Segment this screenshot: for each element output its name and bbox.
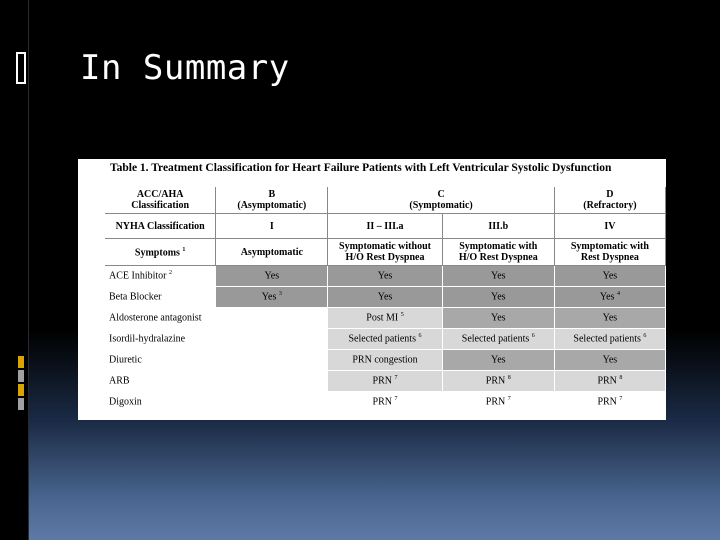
cell-c1: Post MI $^5$ [328, 308, 442, 329]
cell-d: Yes $^4$ [554, 287, 665, 308]
drug-name: Isordil-hydralazine [105, 329, 216, 350]
drug-name: Beta Blocker [105, 287, 216, 308]
cell-c2: PRN $^8$ [442, 371, 554, 392]
symptoms-asymptomatic: Asymptomatic [216, 239, 328, 266]
table-image [78, 159, 666, 420]
header-row-symptoms [105, 239, 666, 266]
cell-c2: PRN $^7$ [442, 392, 554, 413]
table-row [105, 371, 666, 392]
cell-d: PRN $^8$ [554, 371, 665, 392]
symptoms-with-rest: Symptomatic with Rest Dyspnea [554, 239, 665, 266]
accent-segment-3 [18, 384, 24, 396]
cell-c2: Yes [442, 266, 554, 287]
slide-title: In Summary [80, 48, 290, 88]
cell-c2: Yes [442, 350, 554, 371]
stage-b-header: B (Asymptomatic) [216, 187, 328, 214]
nyha-iiib: III.b [442, 214, 554, 239]
symptoms-label: Symptoms $^1$ [105, 239, 216, 266]
drug-name: ACE Inhibitor $^2$ [105, 266, 216, 287]
cell-b [216, 371, 328, 392]
cell-b [216, 308, 328, 329]
treatment-table [105, 187, 666, 413]
drug-name: Digoxin [105, 392, 216, 413]
stage-c-header: C (Symptomatic) [328, 187, 555, 214]
cell-c2: Yes [442, 287, 554, 308]
table-row [105, 350, 666, 371]
cell-b [216, 329, 328, 350]
cell-c1: PRN congestion [328, 350, 442, 371]
cell-c1: Yes [328, 287, 442, 308]
symptoms-without-rest: Symptomatic without H/O Rest Dyspnea [328, 239, 442, 266]
header-row-nyha [105, 214, 666, 239]
cell-d: PRN $^7$ [554, 392, 665, 413]
cell-b: Yes [216, 266, 328, 287]
nyha-ii-iiia: II – III.a [328, 214, 442, 239]
cell-c1: PRN $^7$ [328, 371, 442, 392]
acc-aha-header: ACC/AHA Classification [105, 187, 216, 214]
table-row [105, 392, 666, 413]
table-row [105, 308, 666, 329]
drug-name: ARB [105, 371, 216, 392]
cell-b: Yes $^3$ [216, 287, 328, 308]
drug-name: Aldosterone antagonist [105, 308, 216, 329]
nyha-label: NYHA Classification [105, 214, 216, 239]
title-accent-inner [18, 54, 24, 82]
accent-segment-2 [18, 370, 24, 382]
accent-segment-4 [18, 398, 24, 410]
table-row [105, 266, 666, 287]
cell-d: Yes [554, 350, 665, 371]
table-row [105, 287, 666, 308]
nyha-iv: IV [554, 214, 665, 239]
table-row [105, 329, 666, 350]
cell-d: Selected patients $^6$ [554, 329, 665, 350]
symptoms-with-ho-rest: Symptomatic with H/O Rest Dyspnea [442, 239, 554, 266]
cell-c1: Yes [328, 266, 442, 287]
drug-name: Diuretic [105, 350, 216, 371]
table-caption: Table 1. Treatment Classification for Heart Failure Patients with Left Ventricular Systolic Dysfunction [110, 162, 612, 174]
cell-b [216, 350, 328, 371]
accent-segment-1 [18, 356, 24, 368]
header-row-stage [105, 187, 666, 214]
cell-c2: Selected patients $^6$ [442, 329, 554, 350]
cell-d: Yes [554, 308, 665, 329]
cell-b [216, 392, 328, 413]
nyha-i: I [216, 214, 328, 239]
cell-d: Yes [554, 266, 665, 287]
cell-c2: Yes [442, 308, 554, 329]
cell-c1: Selected patients $^6$ [328, 329, 442, 350]
stage-d-header: D (Refractory) [554, 187, 665, 214]
cell-c1: PRN $^7$ [328, 392, 442, 413]
